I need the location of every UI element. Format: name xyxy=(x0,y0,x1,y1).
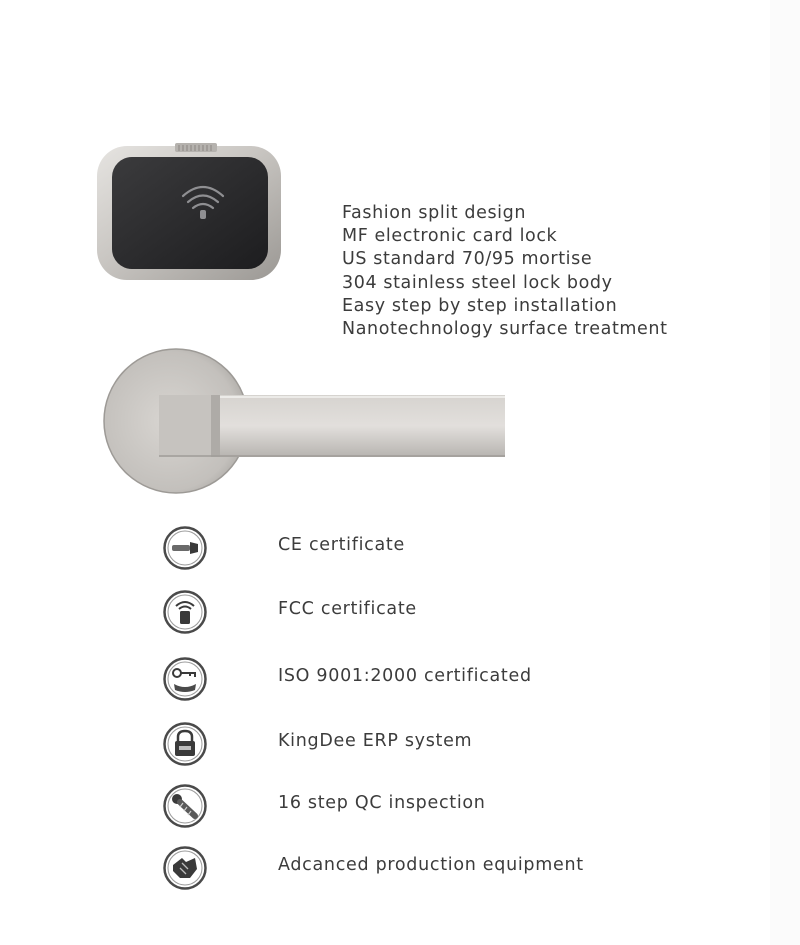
card-reader-icon xyxy=(162,589,208,635)
certificate-row xyxy=(162,656,722,702)
certificate-label: FCC certificate xyxy=(278,599,417,619)
feature-item: MF electronic card lock xyxy=(342,226,558,247)
card-reader xyxy=(97,143,281,280)
key-icon xyxy=(162,525,208,571)
certificate-label: 16 step QC inspection xyxy=(278,793,486,813)
safe-key-icon xyxy=(162,656,208,702)
feature-item: 304 stainless steel lock body xyxy=(342,272,613,293)
certificate-row xyxy=(162,783,722,829)
lever-handle xyxy=(104,349,505,493)
certificate-row xyxy=(162,845,722,891)
certificate-row xyxy=(162,525,722,571)
feature-list xyxy=(342,202,668,341)
certificate-label: KingDee ERP system xyxy=(278,731,473,751)
padlock-icon xyxy=(162,721,208,767)
certificate-label: Adcanced production equipment xyxy=(278,855,584,875)
feature-item: Easy step by step installation xyxy=(342,295,618,316)
certificate-row xyxy=(162,721,722,767)
certificate-label: ISO 9001:2000 certificated xyxy=(278,666,532,686)
certificate-label: CE certificate xyxy=(278,535,405,555)
screw-icon xyxy=(162,783,208,829)
gear-hand-icon xyxy=(162,845,208,891)
feature-item: Nanotechnology surface treatment xyxy=(342,319,668,340)
feature-item: Fashion split design xyxy=(342,203,527,223)
certificate-row xyxy=(162,589,722,635)
feature-item: US standard 70/95 mortise xyxy=(342,249,593,270)
